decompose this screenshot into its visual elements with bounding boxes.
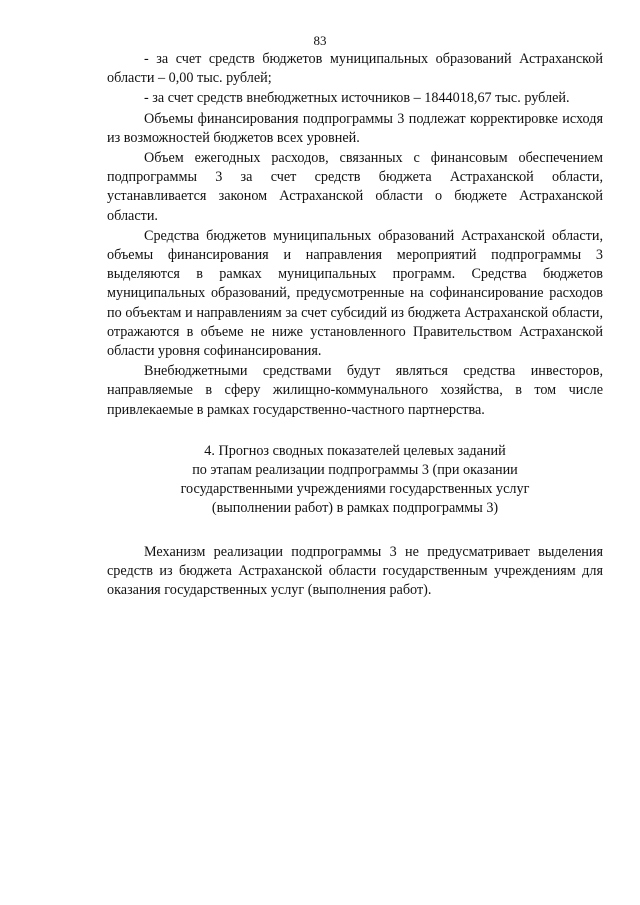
section-heading: [107, 442, 603, 519]
paragraph-municipal-budget: - за счет средств бюджетов муниципальных образований Астраханской области – 0,00 тыс. рублей;: [107, 51, 603, 87]
section-heading-line: по этапам реализации подпрограммы 3 (при оказании: [192, 462, 518, 479]
paragraph-extrabudgetary-sources: - за счет средств внебюджетных источников – 1844018,67 тыс. рублей.: [144, 90, 570, 107]
paragraph-investor-funds: Внебюджетными средствами будут являться средства инвесторов, направляемые в сферу жилищно-коммунального хозяйства, в том числе привлекаемые в рамках государственно-частного партнерства.: [107, 363, 603, 418]
paragraph-annual-expenses: Объем ежегодных расходов, связанных с финансовым обеспечением подпрограммы 3 за счет средств бюджета Астраханской области, устанавливается законом Астраханской области о бюджете Астраханской области.: [107, 150, 603, 224]
paragraph-municipal-funds: Средства бюджетов муниципальных образований Астраханской области, объемы финансирования и направления мероприятий подпрограммы 3 выделяются в рамках муниципальных программ. Средства бюджетов муниципальных образований, предусмотренные на софинансирование расходов по объектам и направлениям за счет субсидий из бюджета Астраханской области, отражаются в объеме не ниже установленного Правительством Астраханской области уровня софинансирования.: [107, 227, 603, 360]
paragraph-funding-adjustment: Объемы финансирования подпрограммы 3 подлежат корректировке исходя из возможностей бюджетов всех уровней.: [107, 110, 603, 146]
section-heading-line: (выполнении работ) в рамках подпрограммы 3): [211, 500, 499, 517]
section-body-paragraph: Механизм реализации подпрограммы 3 не предусматривает выделения средств из бюджета Астраханской области государственным учреждениям для оказания государственных услуг (выполнения работ).: [107, 543, 603, 599]
page-number: 83: [313, 33, 327, 48]
section-heading-line: 4. Прогноз сводных показателей целевых заданий: [204, 442, 506, 459]
section-heading-line: государственными учреждениями государственных услуг: [180, 481, 530, 498]
document-body: [107, 50, 603, 600]
